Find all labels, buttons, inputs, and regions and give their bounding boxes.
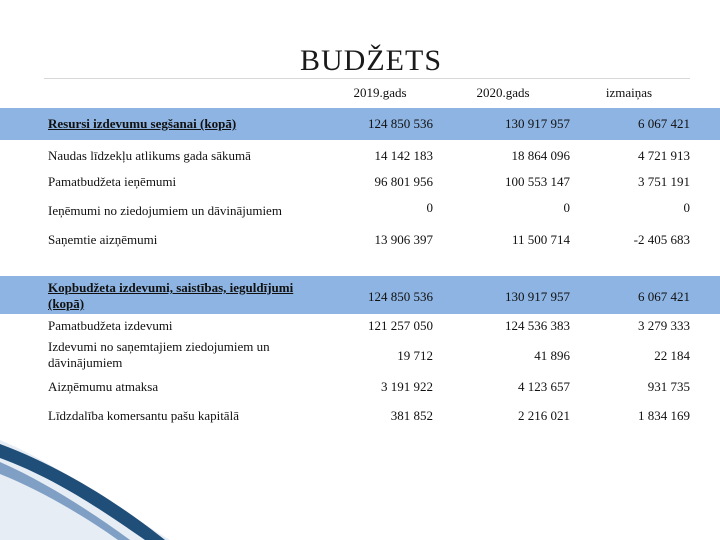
column-header-2020: 2020.gads	[476, 85, 530, 100]
cell-2020: 130 917 957	[505, 116, 570, 131]
cell-change: 6 067 421	[638, 289, 690, 304]
row-label: Naudas līdzekļu atlikums gada sākumā	[48, 148, 251, 163]
cell-change: 6 067 421	[638, 116, 690, 131]
cell-2019: 96 801 956	[374, 174, 433, 189]
table-row	[0, 174, 720, 192]
cell-2020: 130 917 957	[505, 289, 570, 304]
cell-change: 4 721 913	[638, 148, 690, 163]
cell-2019: 0	[426, 200, 433, 215]
row-label: Pamatbudžeta ieņēmumi	[48, 174, 177, 189]
cell-change: 3 279 333	[638, 318, 690, 333]
table-row-expenditure-total	[0, 276, 720, 314]
row-label: Līdzdalība komersantu pašu kapitālā	[48, 408, 239, 423]
page-title: BUDŽETS	[300, 44, 442, 77]
table-row	[0, 408, 720, 426]
cell-2019: 124 850 536	[368, 289, 433, 304]
row-label: Resursi izdevumu segšanai (kopā)	[48, 116, 237, 131]
cell-2020: 4 123 657	[518, 379, 570, 394]
cell-2020: 41 896	[534, 348, 570, 363]
table-row	[0, 232, 720, 250]
cell-2020: 18 864 096	[511, 148, 570, 163]
cell-change: 1 834 169	[638, 408, 690, 423]
cell-change: 3 751 191	[638, 174, 690, 189]
cell-2020: 11 500 714	[511, 232, 570, 247]
row-label: Saņemtie aizņēmumi	[48, 232, 158, 247]
cell-2019: 19 712	[397, 348, 433, 363]
cell-2020: 0	[563, 200, 570, 215]
cell-change: -2 405 683	[633, 232, 690, 247]
cell-2020: 2 216 021	[518, 408, 570, 423]
cell-2020: 124 536 383	[505, 318, 570, 333]
row-label: Aizņēmumu atmaksa	[48, 379, 159, 394]
table-row-resources-total	[0, 108, 720, 140]
column-header-change: izmaiņas	[605, 85, 653, 100]
cell-2019: 13 906 397	[374, 232, 433, 247]
table-row	[0, 339, 720, 373]
table-row	[0, 379, 720, 397]
cell-change: 22 184	[654, 348, 690, 363]
cell-2019: 124 850 536	[368, 116, 433, 131]
title-divider	[44, 78, 690, 79]
decorative-swoosh	[0, 440, 720, 540]
column-header-2019: 2019.gads	[353, 85, 407, 100]
cell-2020: 100 553 147	[505, 174, 570, 189]
row-label: Kopbudžeta izdevumi, saistības, ieguldījumi (kopā)	[48, 280, 294, 311]
table-row	[0, 318, 720, 336]
cell-2019: 3 191 922	[381, 379, 433, 394]
cell-2019: 381 852	[390, 408, 433, 423]
table-row	[0, 200, 720, 218]
row-label: Pamatbudžeta izdevumi	[48, 318, 173, 333]
row-label: Ieņēmumi no ziedojumiem un dāvinājumiem	[48, 203, 282, 218]
cell-change: 0	[683, 200, 690, 215]
cell-2019: 121 257 050	[368, 318, 433, 333]
row-label: Izdevumi no saņemtajiem ziedojumiem un dāvinājumiem	[48, 339, 270, 370]
cell-change: 931 735	[647, 379, 690, 394]
table-row	[0, 148, 720, 166]
cell-2019: 14 142 183	[374, 148, 433, 163]
